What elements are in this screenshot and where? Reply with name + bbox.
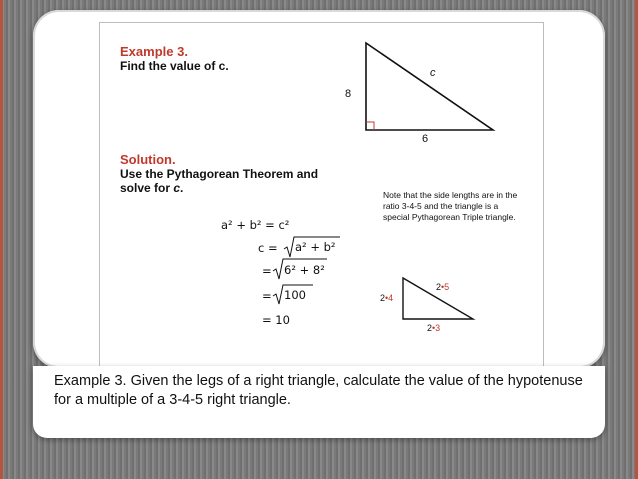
caption-text: Example 3. Given the legs of a right triangle, calculate the value of the hypotenuse for a multiple of a 3-4-5 right triangle. bbox=[54, 373, 583, 408]
solution-heading: Solution. bbox=[120, 152, 176, 167]
leg-label-6: 6 bbox=[422, 133, 429, 145]
base-label-2x3: 2•3 bbox=[427, 323, 441, 333]
example-slide bbox=[99, 22, 544, 369]
equation-2-radicand: a² + b² bbox=[295, 240, 336, 254]
equation-4-lhs: = bbox=[262, 289, 272, 303]
equation-3-radicand: 6² + 8² bbox=[284, 263, 325, 277]
problem-prompt: Find the value of c. bbox=[120, 59, 229, 73]
equation-3-lhs: = bbox=[262, 264, 272, 278]
hypotenuse-label-2x5: 2•5 bbox=[436, 282, 450, 292]
equation-5: = 10 bbox=[262, 313, 290, 327]
caption-box bbox=[33, 366, 605, 438]
solution-line-2-text: solve for bbox=[120, 181, 174, 195]
leg-label-8: 8 bbox=[345, 88, 352, 100]
solution-line-2-period: . bbox=[180, 181, 184, 195]
example-heading: Example 3. bbox=[120, 44, 188, 59]
left-edge-accent bbox=[0, 0, 3, 479]
right-triangle-large bbox=[366, 43, 493, 130]
equation-1: a² + b² = c² bbox=[221, 218, 290, 232]
equation-4-radicand: 100 bbox=[284, 288, 306, 302]
hypotenuse-label-c: c bbox=[430, 67, 436, 79]
solution-line-2 bbox=[120, 181, 183, 195]
ratio-note: Note that the side lengths are in the ratio 3-4-5 and the triangle is a special Pythagorean Triple triangle. bbox=[383, 190, 518, 222]
solution-variable-c: c bbox=[173, 181, 181, 195]
equation-2-lhs: c = bbox=[258, 241, 278, 255]
leg-label-2x4: 2•4 bbox=[380, 293, 394, 303]
right-angle-marker-large bbox=[366, 122, 374, 130]
solution-line-1: Use the Pythagorean Theorem and bbox=[120, 167, 319, 181]
